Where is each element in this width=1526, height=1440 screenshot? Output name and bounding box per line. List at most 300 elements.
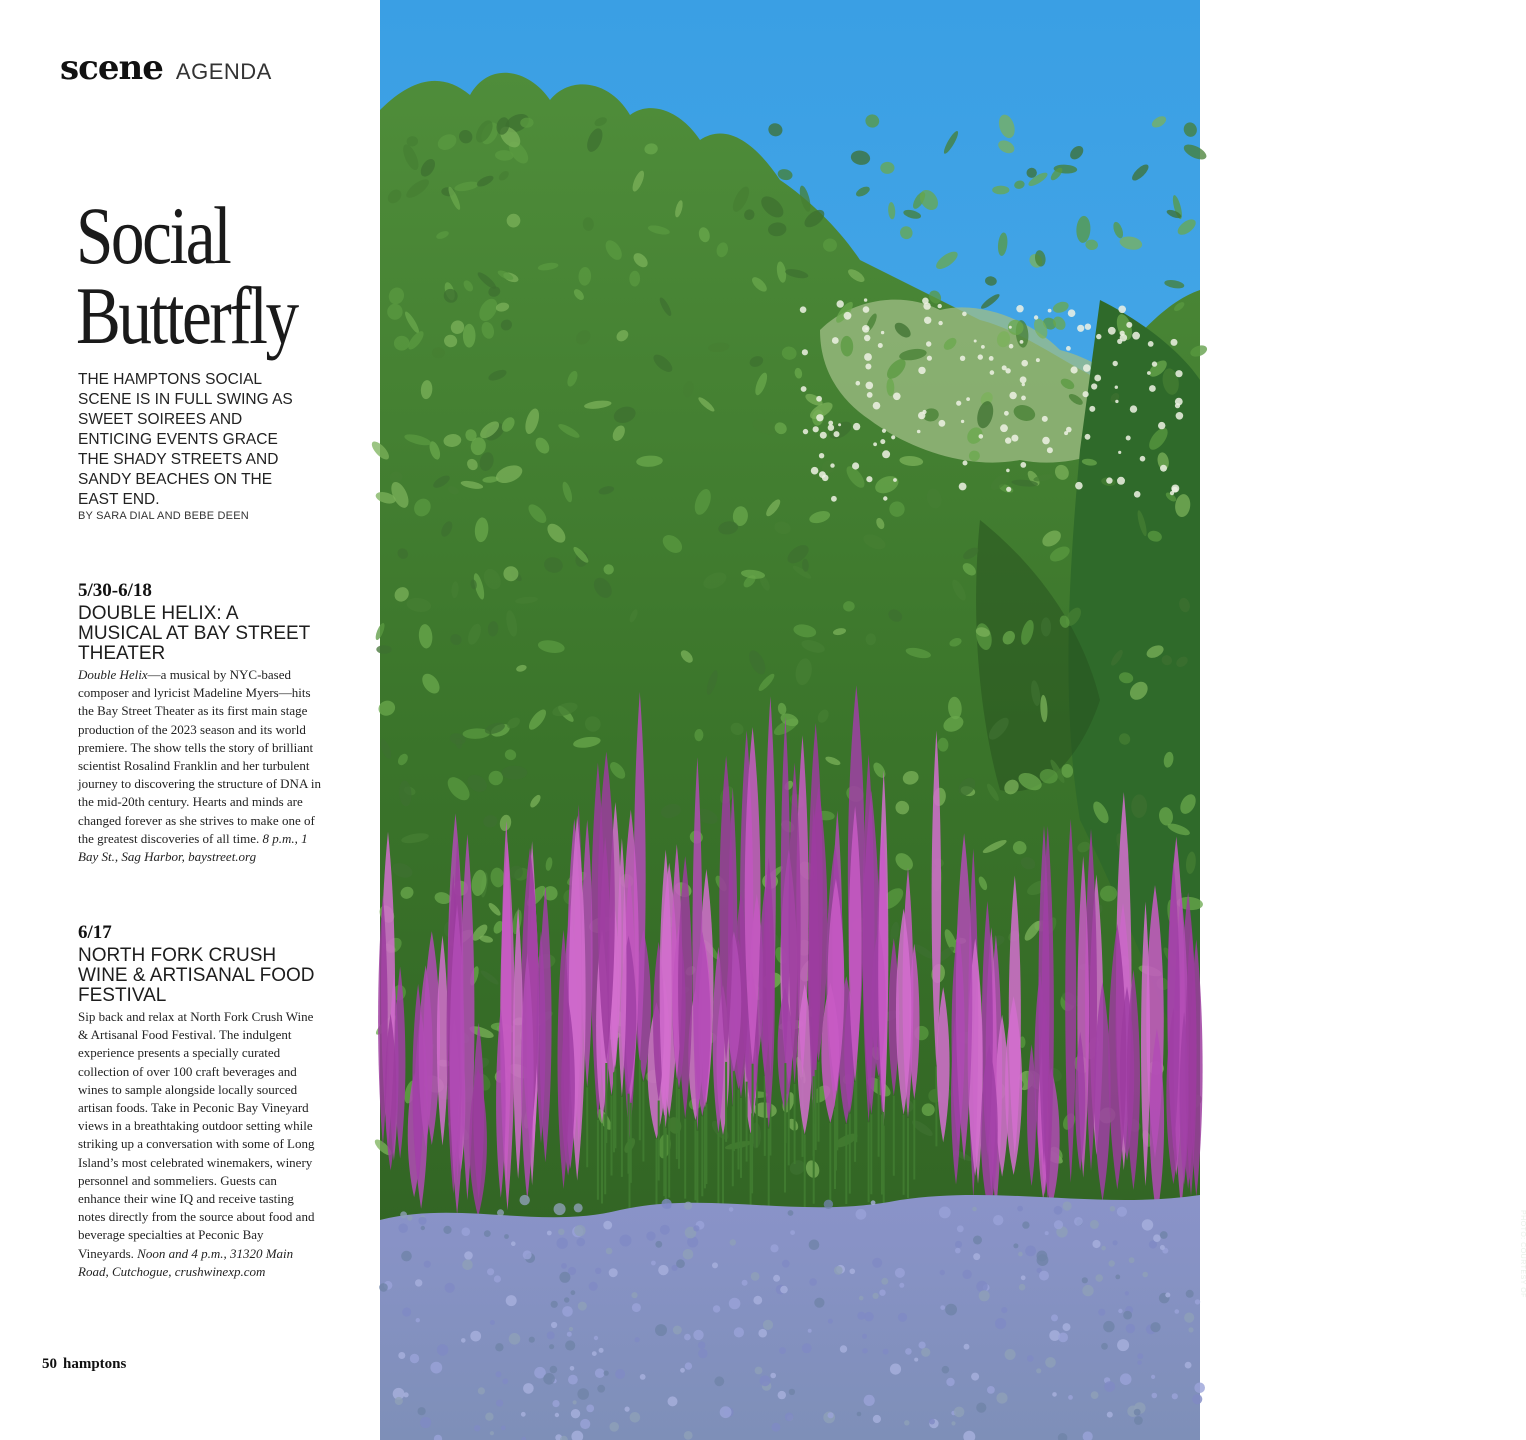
catmint-bloom — [770, 1244, 778, 1252]
catmint-bloom — [502, 1378, 508, 1384]
catmint-bloom — [571, 1290, 576, 1295]
catmint-bloom — [655, 1324, 667, 1336]
white-blossom — [1096, 334, 1101, 339]
catmint-bloom — [506, 1295, 517, 1306]
white-blossom — [1140, 456, 1146, 462]
catmint-bloom — [589, 1282, 598, 1291]
white-blossom — [1034, 315, 1038, 319]
white-blossom — [803, 429, 808, 434]
white-blossom — [1075, 482, 1083, 490]
white-blossom — [956, 401, 961, 406]
white-blossom — [922, 410, 926, 414]
white-blossom — [820, 432, 827, 439]
catmint-bloom — [1103, 1321, 1114, 1332]
catmint-bloom — [808, 1329, 812, 1333]
catmint-bloom — [895, 1268, 905, 1278]
catmint-bloom — [568, 1375, 578, 1385]
catmint-bloom — [523, 1383, 534, 1394]
event-body-text: Sip back and relax at North Fork Crush Wine & Artisanal Food Festival. The indulgent experience presents a specially curated collection of over 100 craft beverages and wines to sample alongside locally sourced artisan foods. Take in Peconic Bay Vineyard views in a breathtaking outdoor setting while striking up a conversation with some of Long Island’s most celebrated winemakers, winery personnel and sommeliers. Guests can enhance their wine IQ and receive tasting notes directly from the source about food and beverage specialties at Peconic Bay Vineyards. — [78, 1009, 315, 1261]
catmint-bloom — [753, 1296, 762, 1305]
white-blossom — [1171, 339, 1178, 346]
event-description — [78, 666, 322, 866]
catmint-bloom — [529, 1337, 535, 1343]
catmint-bloom — [1051, 1314, 1058, 1321]
catmint-bloom — [1058, 1333, 1068, 1343]
white-blossom — [893, 478, 897, 482]
catmint-bloom — [520, 1195, 530, 1205]
white-blossom — [1009, 326, 1012, 329]
leaf — [502, 766, 528, 780]
catmint-bloom — [662, 1199, 672, 1209]
white-blossom — [1152, 361, 1157, 366]
white-blossom — [1009, 392, 1016, 399]
catmint-bloom — [603, 1221, 612, 1230]
catmint-bloom — [574, 1225, 585, 1236]
white-blossom — [938, 304, 942, 308]
catmint-bloom — [1039, 1271, 1049, 1281]
catmint-bloom — [1117, 1207, 1127, 1217]
catmint-bloom — [729, 1207, 734, 1212]
white-blossom — [867, 392, 873, 398]
catmint-bloom — [594, 1336, 598, 1340]
catmint-bloom — [640, 1374, 646, 1380]
white-blossom — [1118, 451, 1121, 454]
catmint-bloom — [940, 1270, 945, 1275]
catmint-bloom — [942, 1366, 950, 1374]
catmint-bloom — [658, 1265, 668, 1275]
catmint-bloom — [955, 1248, 961, 1254]
white-blossom — [1158, 422, 1165, 429]
white-blossom — [963, 461, 968, 466]
white-blossom — [1115, 386, 1118, 389]
white-blossom — [917, 430, 921, 434]
catmint-bloom — [461, 1338, 466, 1343]
white-blossom — [1113, 361, 1118, 366]
catmint-bloom — [1186, 1290, 1194, 1298]
catmint-bloom — [814, 1298, 824, 1308]
white-blossom — [865, 327, 868, 330]
white-blossom — [1175, 403, 1180, 408]
catmint-bloom — [490, 1431, 494, 1435]
catmint-bloom — [470, 1331, 481, 1342]
catmint-bloom — [555, 1413, 559, 1417]
catmint-bloom — [782, 1260, 790, 1268]
white-blossom — [819, 471, 826, 478]
catmint-bloom — [660, 1225, 670, 1235]
catmint-bloom — [890, 1364, 901, 1375]
white-blossom — [863, 306, 870, 313]
white-blossom — [844, 312, 852, 320]
catmint-bloom — [1045, 1231, 1049, 1235]
white-blossom — [1147, 371, 1151, 375]
catmint-bloom — [609, 1422, 619, 1432]
catmint-bloom — [698, 1341, 706, 1349]
catmint-bloom — [1054, 1220, 1063, 1229]
catmint-bloom — [1160, 1245, 1165, 1250]
catmint-bloom — [788, 1210, 794, 1216]
catmint-bloom — [779, 1347, 786, 1354]
catmint-bloom — [778, 1391, 786, 1399]
catmint-bloom — [487, 1268, 494, 1275]
catmint-bloom — [578, 1302, 587, 1311]
catmint-bloom — [577, 1238, 586, 1247]
catmint-bloom — [714, 1376, 724, 1386]
catmint-bloom — [899, 1283, 904, 1288]
white-blossom — [853, 423, 860, 430]
catmint-bloom — [684, 1334, 691, 1341]
white-blossom — [1094, 375, 1101, 382]
section-header — [60, 48, 272, 88]
catmint-bloom — [511, 1241, 516, 1246]
catmint-bloom — [1126, 1324, 1135, 1333]
catmint-bloom — [1109, 1260, 1115, 1266]
catmint-bloom — [760, 1375, 771, 1386]
catmint-bloom — [565, 1340, 575, 1350]
catmint-bloom — [558, 1229, 564, 1235]
catmint-bloom — [824, 1200, 833, 1209]
catmint-bloom — [1063, 1323, 1071, 1331]
white-blossom — [1108, 327, 1116, 335]
white-blossom — [1000, 424, 1008, 432]
catmint-bloom — [1001, 1307, 1007, 1313]
catmint-bloom — [554, 1203, 566, 1215]
white-blossom — [852, 462, 859, 469]
white-blossom — [1068, 309, 1076, 317]
catmint-bloom — [730, 1239, 736, 1245]
leaf — [1041, 617, 1051, 636]
catmint-bloom — [773, 1275, 780, 1282]
catmint-bloom — [1037, 1251, 1048, 1262]
catmint-bloom — [490, 1320, 495, 1325]
catmint-bloom — [497, 1209, 504, 1216]
catmint-bloom — [840, 1345, 847, 1352]
white-blossom — [1083, 364, 1091, 372]
white-blossom — [1172, 487, 1178, 493]
white-blossom — [1048, 309, 1052, 313]
white-blossom — [1042, 416, 1048, 422]
catmint-bloom — [1134, 1416, 1143, 1425]
catmint-bloom — [462, 1260, 473, 1271]
catmint-bloom — [921, 1348, 930, 1357]
white-blossom — [1066, 427, 1072, 433]
catmint-bloom — [509, 1333, 521, 1345]
white-blossom — [864, 353, 872, 361]
white-blossom — [882, 450, 890, 458]
catmint-bloom — [1165, 1293, 1170, 1298]
catmint-bloom — [407, 1215, 413, 1221]
event-double-helix — [78, 580, 322, 866]
catmint-bloom — [1092, 1240, 1100, 1248]
catmint-bloom — [809, 1240, 820, 1251]
white-blossom — [811, 467, 819, 475]
white-blossom — [1085, 434, 1091, 440]
catmint-bloom — [400, 1211, 407, 1218]
catmint-bloom — [872, 1258, 882, 1268]
catmint-bloom — [655, 1241, 662, 1248]
catmint-bloom — [595, 1368, 605, 1378]
event-details: Noon and 4 p.m., 31320 Main Road, Cutchogue, crushwinexp.com — [78, 1245, 294, 1279]
catmint-bloom — [1188, 1327, 1193, 1332]
white-blossom — [1002, 365, 1007, 370]
catmint-bloom — [595, 1268, 601, 1274]
catmint-bloom — [547, 1331, 555, 1339]
catmint-bloom — [404, 1392, 409, 1397]
catmint-bloom — [945, 1304, 957, 1316]
catmint-bloom — [973, 1253, 980, 1260]
catmint-bloom — [570, 1366, 575, 1371]
white-blossom — [831, 496, 837, 502]
event-date: 6/17 — [78, 922, 112, 943]
garden-illustration — [380, 0, 1200, 1440]
catmint-bloom — [418, 1217, 426, 1225]
catmint-bloom — [940, 1305, 945, 1310]
catmint-bloom — [421, 1226, 425, 1230]
catmint-bloom — [993, 1215, 1003, 1225]
white-blossom — [1126, 322, 1132, 328]
catmint-bloom — [1118, 1309, 1122, 1313]
catmint-bloom — [976, 1403, 986, 1413]
event-body-text: —a musical by NYC-based composer and lyricist Madeline Myers—hits the Bay Street Theater as its first main stage production of the 2023 season and its world premiere. The show tells the story of brilliant scientist Rosalind Franklin and her turbulent journey to discovering the structure of DNA in the mid-20th century. Hearts and minds are changed forever as she strives to make one of the greatest discoveries of all time. — [78, 667, 321, 846]
event-title: DOUBLE HELIX: A MUSICAL AT BAY STREET THEATER — [78, 603, 310, 664]
catmint-bloom — [599, 1348, 604, 1353]
catmint-bloom — [1172, 1393, 1178, 1399]
catmint-bloom — [802, 1343, 812, 1353]
catmint-bloom — [1195, 1299, 1200, 1304]
catmint-bloom — [484, 1230, 491, 1237]
white-blossom — [1042, 437, 1050, 445]
white-blossom — [866, 476, 872, 482]
white-blossom — [1077, 325, 1084, 332]
white-blossom — [960, 356, 965, 361]
catmint-bloom — [1082, 1285, 1093, 1296]
white-blossom — [828, 425, 834, 431]
catmint-bloom — [859, 1296, 864, 1301]
white-blossom — [816, 414, 823, 421]
catmint-bloom — [630, 1412, 641, 1423]
white-blossom — [880, 439, 885, 444]
catmint-bloom — [987, 1386, 995, 1394]
catmint-bloom — [401, 1251, 412, 1262]
white-blossom — [961, 420, 964, 423]
white-blossom — [1117, 477, 1125, 485]
white-blossom — [974, 340, 977, 343]
catmint-bloom — [1017, 1206, 1023, 1212]
white-blossom — [959, 483, 967, 491]
catmint-bloom — [881, 1278, 888, 1285]
catmint-bloom — [919, 1342, 926, 1349]
catmint-bloom — [564, 1297, 569, 1302]
catmint-bloom — [857, 1312, 865, 1320]
leaf — [992, 186, 1009, 195]
catmint-bloom — [1018, 1252, 1023, 1257]
white-blossom — [927, 356, 932, 361]
white-blossom — [864, 298, 867, 301]
catmint-bloom — [415, 1279, 422, 1286]
white-blossom — [1020, 376, 1027, 383]
white-blossom — [838, 423, 841, 426]
white-blossom — [1022, 383, 1025, 386]
catmint-bloom — [551, 1322, 557, 1328]
white-blossom — [979, 434, 984, 439]
white-blossom — [1130, 405, 1137, 412]
catmint-bloom — [1005, 1349, 1016, 1360]
white-blossom — [926, 341, 931, 346]
catmint-bloom — [1113, 1240, 1118, 1245]
catmint-bloom — [955, 1241, 962, 1248]
catmint-bloom — [418, 1407, 426, 1415]
catmint-bloom — [559, 1272, 570, 1283]
catmint-bloom — [693, 1225, 699, 1231]
catmint-bloom — [712, 1262, 718, 1268]
catmint-bloom — [402, 1307, 411, 1316]
catmint-bloom — [424, 1261, 431, 1268]
catmint-bloom — [379, 1283, 388, 1292]
article-dek: THE HAMPTONS SOCIAL SCENE IS IN FULL SWING AS SWEET SOIREES AND ENTICING EVENTS GRACE THE SHADY STREETS AND SANDY BEACHES ON THE EAST END. — [78, 371, 293, 508]
catmint-bloom — [929, 1419, 935, 1425]
catmint-bloom — [1117, 1339, 1129, 1351]
catmint-bloom — [905, 1348, 912, 1355]
catmint-bloom — [862, 1334, 867, 1339]
catmint-bloom — [780, 1286, 788, 1294]
leaf — [880, 162, 894, 174]
catmint-bloom — [1074, 1217, 1083, 1226]
catmint-bloom — [789, 1389, 795, 1395]
catmint-bloom — [398, 1352, 405, 1359]
catmint-bloom — [1019, 1284, 1026, 1291]
catmint-bloom — [549, 1344, 554, 1349]
catmint-bloom — [606, 1248, 613, 1255]
catmint-bloom — [946, 1378, 954, 1386]
catmint-bloom — [720, 1406, 732, 1418]
white-blossom — [924, 317, 931, 324]
catmint-bloom — [1082, 1277, 1088, 1283]
catmint-bloom — [751, 1272, 760, 1281]
catmint-bloom — [683, 1249, 694, 1260]
catmint-bloom — [494, 1275, 501, 1282]
white-blossom — [1005, 437, 1011, 443]
white-blossom — [893, 393, 901, 401]
catmint-bloom — [631, 1292, 637, 1298]
catmint-bloom — [562, 1306, 573, 1317]
catmint-bloom — [543, 1373, 555, 1385]
white-blossom — [922, 298, 929, 305]
catmint-bloom — [883, 1349, 889, 1355]
catmint-bloom — [567, 1332, 572, 1337]
white-blossom — [801, 386, 807, 392]
white-blossom — [819, 453, 824, 458]
catmint-bloom — [1090, 1220, 1099, 1229]
catmint-bloom — [914, 1358, 918, 1362]
white-blossom — [1016, 305, 1023, 312]
catmint-bloom — [898, 1313, 907, 1322]
white-blossom — [837, 300, 844, 307]
leaf — [463, 324, 476, 348]
catmint-bloom — [571, 1409, 580, 1418]
catmint-bloom — [676, 1259, 685, 1268]
catmint-bloom — [580, 1419, 590, 1429]
catmint-bloom — [646, 1231, 655, 1240]
white-blossom — [1149, 385, 1156, 392]
catmint-bloom — [620, 1235, 632, 1247]
catmint-bloom — [561, 1263, 567, 1269]
catmint-bloom — [996, 1393, 1007, 1404]
catmint-bloom — [597, 1385, 605, 1393]
catmint-bloom — [758, 1329, 767, 1338]
catmint-bloom — [625, 1407, 630, 1412]
catmint-bloom — [979, 1290, 990, 1301]
catmint-bloom — [1142, 1219, 1153, 1230]
catmint-bloom — [551, 1301, 558, 1308]
white-blossom — [864, 335, 870, 341]
white-blossom — [1020, 340, 1024, 344]
white-blossom — [866, 382, 874, 390]
catmint-bloom — [809, 1278, 817, 1286]
catmint-bloom — [685, 1362, 692, 1369]
catmint-bloom — [437, 1344, 449, 1356]
catmint-bloom — [1013, 1243, 1018, 1248]
white-blossom — [989, 356, 994, 361]
white-blossom — [1089, 406, 1095, 412]
catmint-bloom — [478, 1387, 485, 1394]
event-lead-italic: Double Helix — [78, 667, 148, 682]
catmint-bloom — [609, 1268, 618, 1277]
catmint-bloom — [684, 1202, 692, 1210]
catmint-bloom — [1137, 1353, 1143, 1359]
catmint-bloom — [547, 1231, 552, 1236]
text-column — [0, 0, 380, 1440]
catmint-bloom — [1160, 1231, 1168, 1239]
catmint-bloom — [954, 1407, 965, 1418]
catmint-bloom — [573, 1400, 577, 1404]
white-blossom — [1009, 344, 1014, 349]
catmint-bloom — [772, 1423, 781, 1432]
white-blossom — [1020, 462, 1026, 468]
catmint-bloom — [521, 1412, 526, 1417]
catmint-bloom — [569, 1327, 573, 1331]
catmint-bloom — [856, 1209, 867, 1220]
catmint-bloom — [864, 1312, 874, 1322]
catmint-bloom — [698, 1349, 708, 1359]
white-blossom — [1006, 487, 1011, 492]
catmint-bloom — [651, 1261, 656, 1266]
catmint-bloom — [828, 1319, 833, 1324]
event-description — [78, 1008, 322, 1281]
catmint-bloom — [857, 1412, 862, 1417]
catmint-bloom — [474, 1425, 480, 1431]
catmint-bloom — [879, 1290, 885, 1296]
catmint-bloom — [1054, 1206, 1063, 1215]
catmint-bloom — [871, 1200, 876, 1205]
catmint-bloom — [828, 1412, 834, 1418]
catmint-bloom — [1115, 1275, 1120, 1280]
white-blossom — [1006, 469, 1010, 473]
catmint-bloom — [1104, 1381, 1115, 1392]
white-blossom — [1126, 436, 1131, 441]
catmint-bloom — [1036, 1368, 1041, 1373]
article-title: Social Butterfly — [76, 190, 297, 361]
white-blossom — [873, 402, 881, 410]
catmint-bloom — [1101, 1246, 1106, 1251]
catmint-bloom — [1151, 1375, 1155, 1379]
white-blossom — [1134, 491, 1141, 498]
catmint-bloom — [1107, 1412, 1113, 1418]
catmint-bloom — [496, 1400, 503, 1407]
catmint-bloom — [972, 1207, 977, 1212]
event-details: 8 p.m., 1 Bay St., Sag Harbor, baystreet.org — [78, 830, 308, 865]
catmint-bloom — [1098, 1309, 1105, 1316]
white-blossom — [813, 426, 819, 432]
catmint-bloom — [873, 1415, 881, 1423]
